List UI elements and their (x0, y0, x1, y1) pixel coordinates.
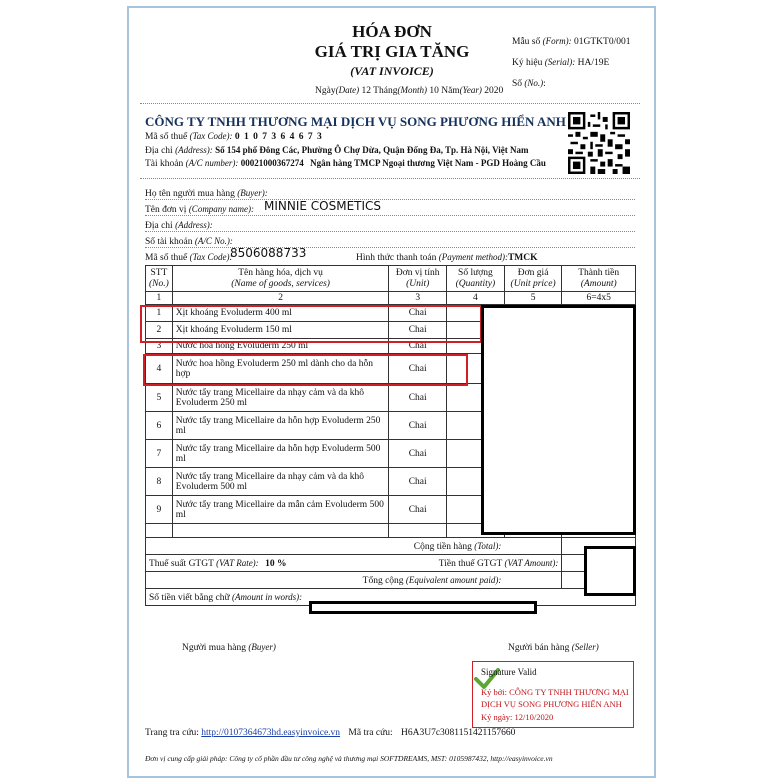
index-cell: 3 (389, 292, 447, 305)
header-quantity: Số lượng (Quantity) (446, 266, 504, 292)
qr-code (568, 112, 630, 174)
buyer-account: Số tài khoản (A/C No.): (145, 236, 635, 248)
payment-method: Hình thức thanh toán (Payment method):TMCK (356, 252, 538, 263)
buyer-company-value: MINNIE COSMETICS (264, 199, 382, 213)
grand-total-row (146, 572, 636, 589)
seller-name: CÔNG TY TNHH THƯƠNG MẠI DỊCH VỤ SONG PHƯƠNG HIỂN ANH (145, 114, 566, 129)
row-no: 8 (146, 468, 173, 496)
row-unit: Chai (389, 468, 447, 496)
row-name: Nước tẩy trang Micellaire da nhạy cảm và da khô Evoluderm 500 ml (172, 468, 389, 496)
header-no: STT (No.) (146, 266, 173, 292)
row-no: 9 (146, 496, 173, 524)
table-index-row (146, 292, 636, 305)
row-name: Nước tẩy trang Micellaire da hỗn hợp Evoluderm 250 ml (172, 412, 389, 440)
seller-signature-label: Người bán hàng (Seller) (508, 642, 599, 653)
row-no: 2 (146, 322, 173, 339)
row-unit: Chai (389, 354, 447, 384)
row-name: Nước hoa hồng Evoluderm 250 ml dành cho da hỗn hợp (172, 354, 389, 384)
index-cell: 5 (504, 292, 562, 305)
row-no: 7 (146, 440, 173, 468)
invoice-subtitle-en: (VAT INVOICE) (350, 64, 434, 78)
row-name: Nước tẩy trang Micellaire da mẫn cảm Evoluderm 500 ml (172, 496, 389, 524)
header-unit-price: Đơn giá (Unit price) (504, 266, 562, 292)
highlight-box (143, 354, 468, 386)
buyer-name: Họ tên người mua hàng (Buyer): (145, 188, 635, 200)
index-cell: 6=4x5 (562, 292, 636, 305)
invoice-subtitle: GIÁ TRỊ GIA TĂNG (314, 42, 470, 61)
highlight-box (140, 305, 482, 343)
header-name: Tên hàng hóa, dịch vụ (Name of goods, services) (172, 266, 389, 292)
index-cell: 4 (446, 292, 504, 305)
row-unit: Chai (389, 305, 447, 322)
digital-signature-box (472, 661, 634, 728)
index-cell: 2 (172, 292, 389, 305)
row-unit: Chai (389, 440, 447, 468)
redaction-box (584, 546, 636, 596)
table-header-row (146, 266, 636, 292)
signed-by-text: Ký bởi: CÔNG TY TNHH THƯƠNG MẠI DỊCH VỤ SONG PHƯƠNG HIỂN ANH (481, 687, 629, 709)
serial-number: Ký hiệu (Serial): HA/19E (512, 57, 610, 68)
redaction-box (309, 601, 537, 614)
row-no: 3 (146, 339, 173, 354)
subtotal-row (146, 538, 636, 555)
signed-date-text: Ký ngày: 12/10/2020 (481, 712, 554, 722)
signature-valid-text: Signature Valid (481, 667, 537, 677)
row-unit: Chai (389, 496, 447, 524)
invoice-title: HÓA ĐƠN (352, 22, 432, 41)
row-unit: Chai (389, 322, 447, 339)
row-unit: Chai (389, 412, 447, 440)
row-unit: Chai (389, 339, 447, 354)
row-no: 4 (146, 354, 173, 384)
invoice-number: Số (No.): (512, 78, 546, 89)
divider (140, 178, 640, 179)
lookup-code: H6A3U7c3081151421157660 (401, 728, 516, 738)
row-name: Nước hoa hồng Evoluderm 250 ml (172, 339, 389, 354)
lookup-link[interactable]: http://0107364673hd.easyinvoice.vn (201, 728, 341, 738)
seller-account: Tài khoản (A/C number): 00021000367274 Ngân hàng TMCP Ngoại thương Việt Nam - PGD Hoàng Cầu (145, 158, 546, 169)
lookup-line: Trang tra cứu: http://0107364673hd.easyinvoice.vn Mã tra cứu: H6A3U7c3081151421157660 (145, 728, 516, 738)
vat-amount-label: Tiền thuế GTGT (VAT Amount): (389, 555, 562, 572)
row-name: Nước tẩy trang Micellaire da hỗn hợp Evoluderm 500 ml (172, 440, 389, 468)
grand-total-label: Tổng cộng (Equivalent amount paid): (146, 572, 562, 589)
buyer-company: Tên đơn vị (Company name): (145, 204, 635, 216)
row-name: Xịt khoáng Evoluderm 400 ml (172, 305, 389, 322)
invoice-date: Ngày(Date) 12 Tháng(Month) 10 Năm(Year) 2020 (315, 85, 504, 96)
provider-note: Đơn vị cung cấp giải pháp: Công ty cổ phần đầu tư công nghệ và thương mại SOFTDREAMS, MST: 0105987432, http://easyinvoice.vn (145, 754, 553, 763)
redaction-box (481, 305, 636, 535)
index-cell: 1 (146, 292, 173, 305)
vat-rate: Thuế suất GTGT (VAT Rate): 10 % (146, 555, 389, 572)
seller-tax-code: Mã số thuế (Tax Code): 0 1 0 7 3 6 4 6 7 3 (145, 131, 323, 142)
seller-address: Địa chỉ (Address): Số 154 phố Đông Các, Phường Ô Chợ Dừa, Quận Đống Đa, Tp. Hà Nội, Việt Nam (145, 145, 529, 156)
divider (140, 103, 640, 104)
form-number: Mẫu số (Form): 01GTKT0/001 (512, 36, 631, 47)
header-amount: Thành tiền (Amount) (562, 266, 636, 292)
buyer-tax-code: Mã số thuế (Tax Code): (145, 252, 233, 263)
subtotal-label: Cộng tiền hàng (Total): (146, 538, 562, 555)
buyer-tax-value: 8506088733 (230, 246, 307, 260)
row-unit: Chai (389, 384, 447, 412)
header-unit: Đơn vị tính (Unit) (389, 266, 447, 292)
row-no: 1 (146, 305, 173, 322)
buyer-signature-label: Người mua hàng (Buyer) (182, 642, 276, 653)
row-name: Xịt khoáng Evoluderm 150 ml (172, 322, 389, 339)
buyer-address: Địa chỉ (Address): (145, 220, 635, 232)
row-no: 6 (146, 412, 173, 440)
vat-row (146, 555, 636, 572)
row-no: 5 (146, 384, 173, 412)
amount-in-words: Số tiền viết bằng chữ (Amount in words): (146, 589, 636, 606)
row-name: Nước tẩy trang Micellaire da nhạy cảm và da khô Evoluderm 250 ml (172, 384, 389, 412)
